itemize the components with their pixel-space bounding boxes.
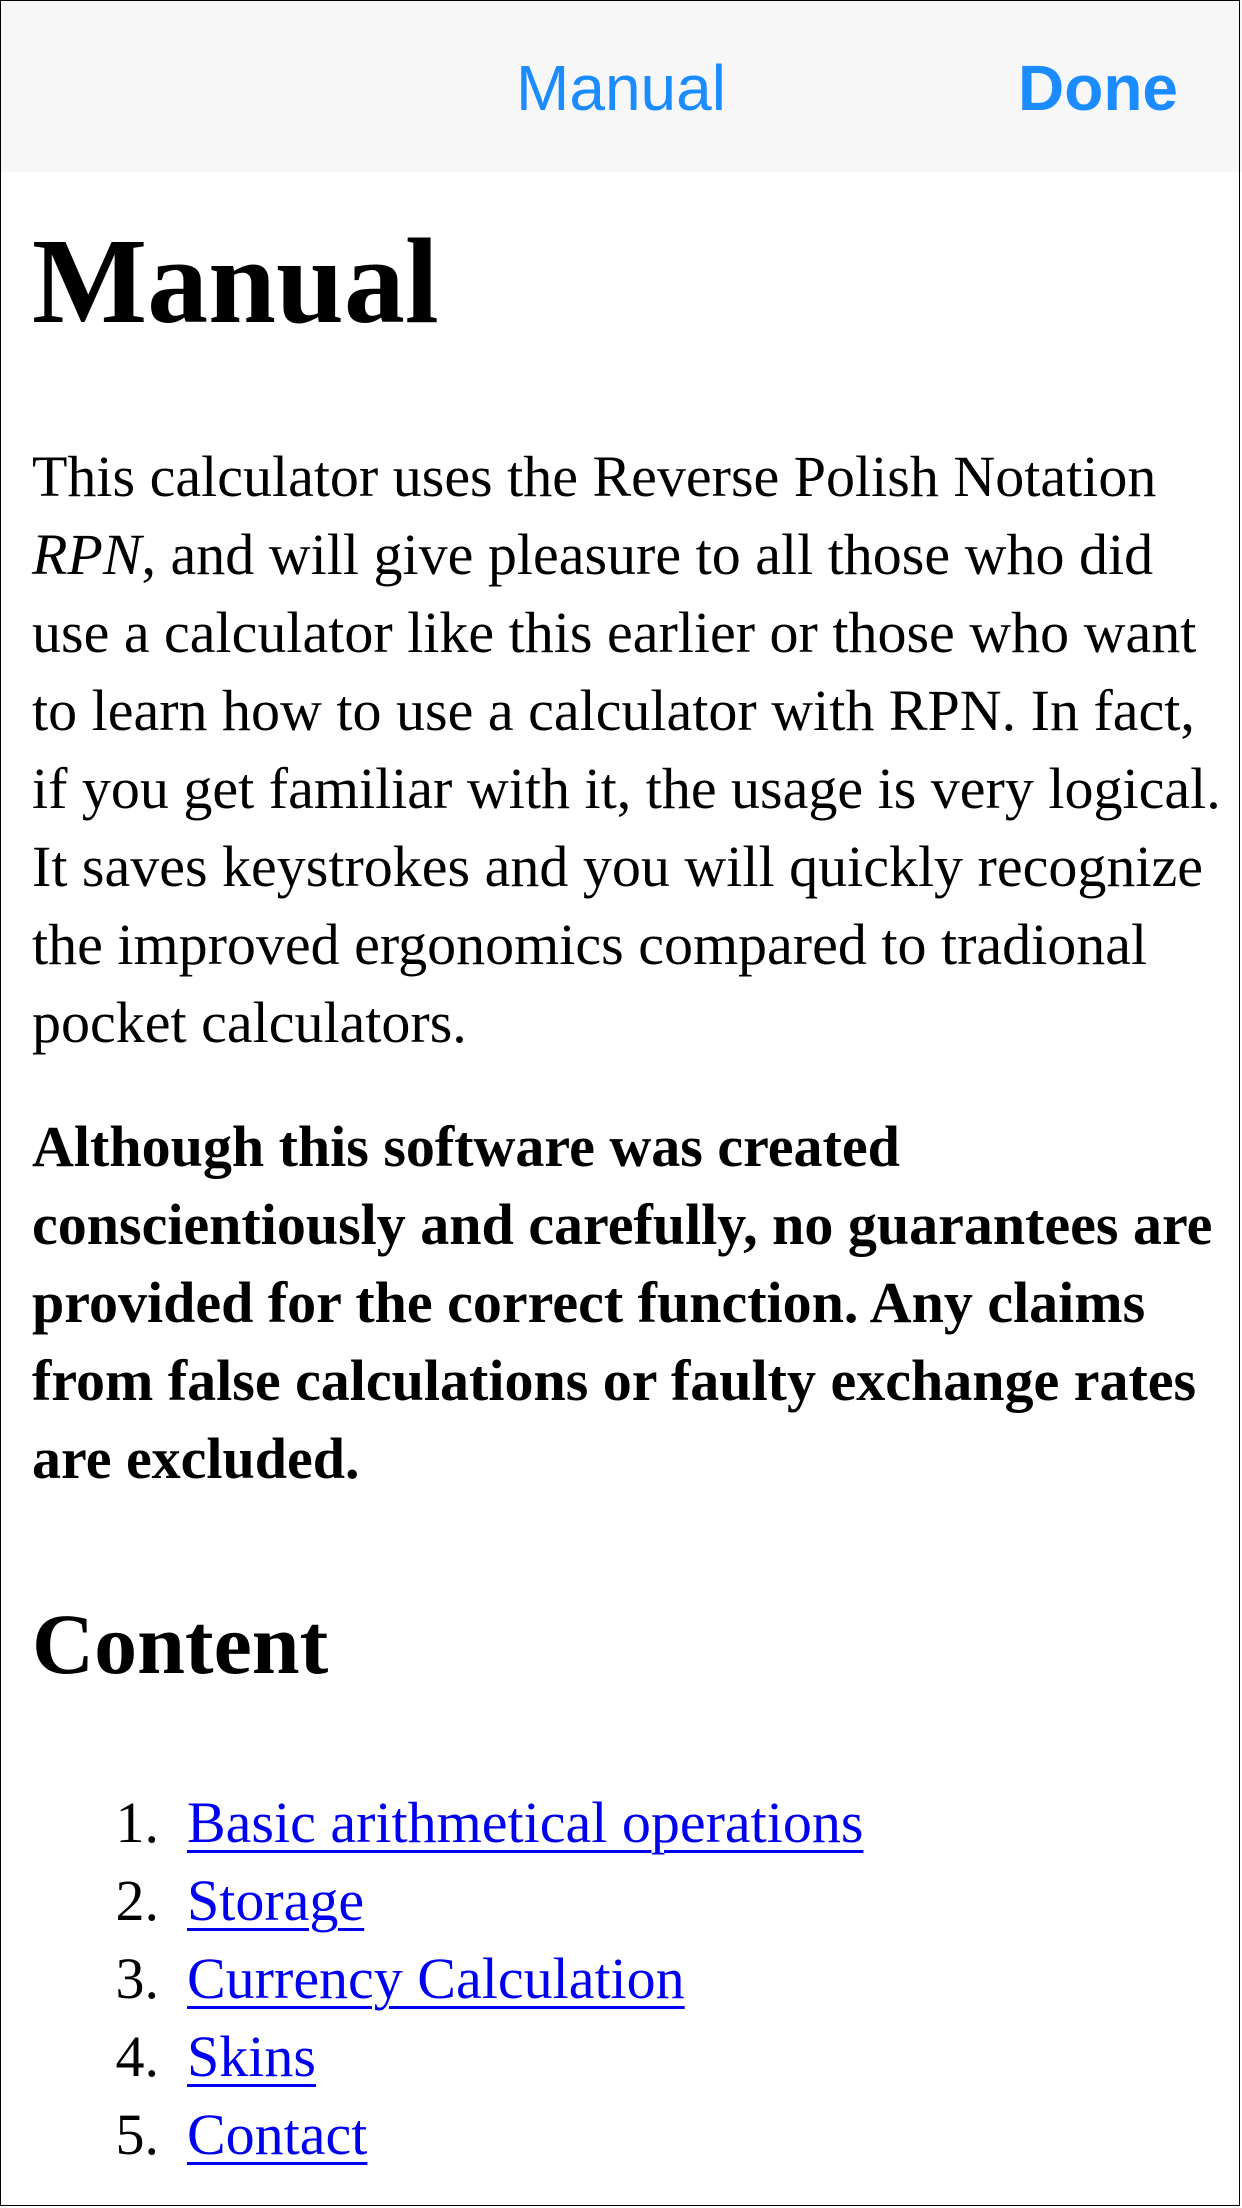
toc-item-basic-arithmetic <box>32 1784 1222 1862</box>
intro-text-end: , and will give pleasure to all those who did use a calculator like this earlier or those who want to learn how to use a calculator with RPN. In fact, if you get familiar with it, the usage is very logical. It saves keystrokes and you will quickly recognize the improved ergonomics compared to tradional pocket calculators. <box>32 522 1221 1055</box>
toc-link-skins[interactable]: Skins <box>187 2024 316 2089</box>
toc-number: 1. <box>115 1790 159 1855</box>
toc-link-currency[interactable]: Currency Calculation <box>187 1946 685 2011</box>
toc-link-contact[interactable]: Contact <box>187 2102 368 2167</box>
table-of-contents <box>32 1784 1222 2174</box>
toc-link-storage[interactable]: Storage <box>187 1868 365 1933</box>
navigation-bar <box>0 0 1242 172</box>
toc-link-basic-arithmetic[interactable]: Basic arithmetical operations <box>187 1790 864 1855</box>
toc-item-storage <box>32 1862 1222 1940</box>
nav-title: Manual <box>516 52 726 124</box>
page-title: Manual <box>32 214 439 349</box>
content-heading: Content <box>32 1596 329 1692</box>
toc-number: 2. <box>115 1868 159 1933</box>
intro-paragraph <box>32 438 1222 1062</box>
intro-text-start: This calculator uses the Reverse Polish Notation <box>32 444 1157 509</box>
done-button[interactable]: Done <box>1018 52 1178 124</box>
disclaimer-paragraph: Although this software was created conscientiously and carefully, no guarantees are provided for the correct function. Any claims from false calculations or faulty exchange rates are excluded. <box>32 1114 1213 1491</box>
intro-rpn-emphasis: RPN <box>32 522 142 587</box>
toc-item-skins <box>32 2018 1222 2096</box>
toc-number: 5. <box>115 2102 159 2167</box>
toc-item-currency <box>32 1940 1222 2018</box>
toc-number: 4. <box>115 2024 159 2089</box>
toc-item-contact <box>32 2096 1222 2174</box>
toc-number: 3. <box>115 1946 159 2011</box>
manual-content <box>32 172 1222 2174</box>
